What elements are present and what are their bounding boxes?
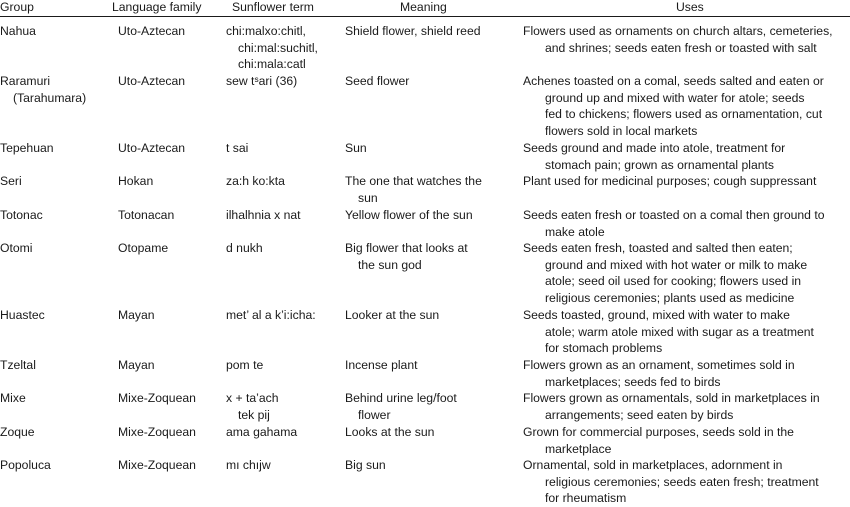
cell-sunflower-term	[226, 23, 318, 73]
cell-sunflower-term	[226, 307, 316, 324]
cell-uses	[523, 73, 824, 140]
cell-sunflower-term	[226, 73, 297, 90]
cell-meaning-line: the sun god	[358, 257, 422, 272]
cell-language-family: Mixe-Zoquean	[118, 391, 196, 405]
cell-uses-line: Seeds ground and made into atole, treatment for	[523, 141, 786, 155]
cell-meaning	[345, 307, 439, 324]
cell-meaning-line: Yellow flower of the sun	[345, 208, 473, 222]
cell-sunflower-term-line: chi:mal:suchitl,	[238, 40, 318, 55]
cell-meaning	[345, 23, 481, 40]
cell-uses	[523, 140, 785, 173]
cell-group	[0, 73, 86, 106]
cell-group	[0, 240, 33, 257]
cell-language-family: Otopame	[118, 241, 169, 255]
cell-uses-line: Ornamental, sold in marketplaces, adornment in	[523, 458, 783, 472]
cell-meaning-line: Shield flower, shield reed	[345, 24, 481, 38]
header-meaning: Meaning	[400, 0, 447, 14]
cell-sunflower-term-line: chi:malxo:chitl,	[226, 24, 306, 38]
cell-uses-line: ground up and mixed with water for atole; seeds	[545, 90, 805, 105]
cell-meaning	[345, 390, 457, 423]
cell-uses-line: arrangements; seed eaten by birds	[545, 407, 734, 422]
cell-group	[0, 357, 36, 374]
header-rule	[0, 16, 850, 17]
header-sunflower-term: Sunflower term	[232, 0, 314, 14]
cell-meaning-line: Sun	[345, 141, 367, 155]
table-header	[0, 0, 850, 17]
cell-group	[0, 457, 51, 474]
header-language-family: Language family	[112, 0, 202, 14]
cell-language-family: Uto-Aztecan	[118, 24, 186, 38]
cell-sunflower-term-line: x + ta’ach	[226, 391, 279, 405]
cell-uses	[523, 307, 814, 357]
cell-sunflower-term	[226, 390, 279, 423]
cell-meaning	[345, 357, 418, 374]
cell-uses	[523, 457, 819, 507]
cell-uses-line: Plant used for medicinal purposes; cough suppressant	[523, 174, 817, 188]
cell-uses-line: marketplace	[545, 441, 612, 456]
cell-sunflower-term-line: sew tˢari (36)	[226, 74, 298, 88]
cell-uses-line: for rheumatism	[545, 491, 627, 506]
cell-group-line: Nahua	[0, 24, 36, 38]
cell-meaning-line: Looks at the sun	[345, 425, 435, 439]
cell-sunflower-term	[226, 207, 301, 224]
cell-uses-line: make atole	[545, 224, 605, 239]
cell-meaning-line: Big sun	[345, 458, 386, 472]
cell-uses	[523, 207, 825, 240]
cell-group-line: Huastec	[0, 308, 45, 322]
cell-language-family: Uto-Aztecan	[118, 74, 186, 88]
cell-uses	[523, 424, 794, 457]
cell-group-line: Tzeltal	[0, 358, 36, 372]
cell-meaning-line: Behind urine leg/foot	[345, 391, 457, 405]
cell-group-line: Zoque	[0, 425, 35, 439]
cell-sunflower-term	[226, 173, 285, 190]
cell-uses-line: atole; seed oil used for cooking; flowers used in	[545, 274, 802, 289]
cell-uses	[523, 240, 807, 307]
cell-uses	[523, 357, 795, 390]
cell-meaning	[345, 140, 367, 157]
cell-uses	[523, 173, 816, 190]
cell-language-family: Totonacan	[118, 208, 175, 222]
cell-group	[0, 424, 35, 441]
cell-sunflower-term-line: pom te	[226, 358, 264, 372]
cell-uses-line: for stomach problems	[545, 341, 663, 356]
cell-sunflower-term-line: ama gahama	[226, 425, 298, 439]
cell-uses-line: Flowers used as ornaments on church altars, cemeteries,	[523, 24, 833, 38]
cell-uses-line: religious ceremonies; seeds eaten fresh; treatment	[545, 474, 819, 489]
cell-sunflower-term	[226, 457, 271, 474]
cell-uses-line: stomach pain; grown as ornamental plants	[545, 157, 774, 172]
cell-meaning-line: Looker at the sun	[345, 308, 440, 322]
cell-sunflower-term-line: met’ al a k’i:icha:	[226, 308, 316, 322]
cell-uses-line: Seeds eaten fresh or toasted on a comal then ground to	[523, 208, 825, 222]
cell-sunflower-term-line: za:h ko:kta	[226, 174, 285, 188]
cell-meaning-line: Seed flower	[345, 74, 410, 88]
cell-sunflower-term-line: chi:mala:catl	[238, 57, 306, 72]
cell-sunflower-term-line: d nukh	[226, 241, 263, 255]
header-group: Group	[0, 0, 34, 14]
cell-uses	[523, 23, 833, 56]
cell-meaning-line: sun	[358, 190, 378, 205]
cell-language-family: Mayan	[118, 358, 155, 372]
cell-group	[0, 390, 26, 407]
cell-sunflower-term	[226, 357, 263, 374]
cell-meaning	[345, 424, 434, 441]
cell-sunflower-term	[226, 140, 248, 157]
cell-group-line: Mixe	[0, 391, 26, 405]
cell-group	[0, 307, 45, 324]
cell-meaning-line: The one that watches the	[345, 174, 482, 188]
cell-meaning	[345, 173, 482, 206]
header-uses: Uses	[676, 0, 704, 14]
cell-group-line: Tepehuan	[0, 141, 54, 155]
cell-sunflower-term	[226, 240, 263, 257]
cell-group	[0, 140, 54, 157]
cell-meaning	[345, 207, 473, 224]
cell-sunflower-term-line: t sai	[226, 141, 249, 155]
cell-uses-line: flowers sold in local markets	[545, 124, 698, 139]
cell-language-family: Mayan	[118, 308, 155, 322]
cell-group-line: (Tarahumara)	[13, 90, 87, 105]
cell-sunflower-term-line: tek pij	[238, 407, 270, 422]
cell-sunflower-term-line: mı chıjw	[226, 458, 271, 472]
cell-uses-line: religious ceremonies; plants used as medicine	[545, 291, 795, 306]
cell-language-family: Hokan	[118, 174, 154, 188]
cell-uses-line: ground and mixed with hot water or milk to make	[545, 257, 808, 272]
cell-meaning-line: flower	[358, 407, 391, 422]
cell-uses-line: Seeds toasted, ground, mixed with water to make	[523, 308, 790, 322]
cell-group	[0, 173, 22, 190]
cell-meaning-line: Big flower that looks at	[345, 241, 468, 255]
cell-uses-line: Flowers grown as ornamentals, sold in marketplaces in	[523, 391, 820, 405]
cell-meaning	[345, 240, 468, 273]
cell-uses-line: and shrines; seeds eaten fresh or toasted with salt	[545, 40, 817, 55]
cell-language-family: Uto-Aztecan	[118, 141, 186, 155]
cell-uses-line: marketplaces; seeds fed to birds	[545, 374, 721, 389]
cell-group-line: Otomi	[0, 241, 33, 255]
cell-uses-line: atole; warm atole mixed with sugar as a treatment	[545, 324, 814, 339]
cell-sunflower-term	[226, 424, 297, 441]
cell-meaning	[345, 457, 386, 474]
cell-uses-line: Grown for commercial purposes, seeds sold in the	[523, 425, 794, 439]
cell-language-family: Mixe-Zoquean	[118, 425, 196, 439]
cell-language-family: Mixe-Zoquean	[118, 458, 196, 472]
cell-group-line: Totonac	[0, 208, 43, 222]
cell-sunflower-term-line: ilhalhnia x nat	[226, 208, 301, 222]
cell-group-line: Popoluca	[0, 458, 51, 472]
cell-uses-line: Seeds eaten fresh, toasted and salted then eaten;	[523, 241, 793, 255]
cell-group	[0, 207, 43, 224]
cell-uses-line: Flowers grown as an ornament, sometimes sold in	[523, 358, 795, 372]
cell-uses	[523, 390, 820, 423]
cell-group-line: Raramuri	[0, 74, 51, 88]
cell-meaning	[345, 73, 409, 90]
cell-group-line: Seri	[0, 174, 22, 188]
cell-group	[0, 23, 36, 40]
cell-uses-line: Achenes toasted on a comal, seeds salted and eaten or	[523, 74, 824, 88]
cell-uses-line: fed to chickens; flowers used as ornamentation, cut	[545, 107, 823, 122]
cell-meaning-line: Incense plant	[345, 358, 418, 372]
